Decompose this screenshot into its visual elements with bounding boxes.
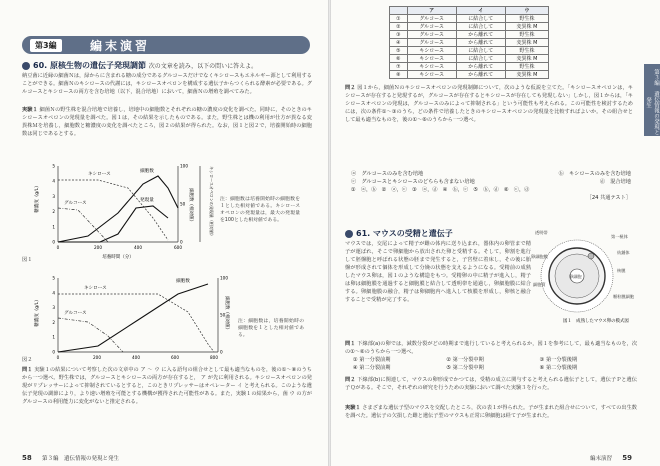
- tick-label: 200: [94, 245, 102, 250]
- fig1-series-xylose: キシロース: [88, 172, 111, 177]
- tick-label: 2: [52, 319, 55, 325]
- fig1-label: 図１: [22, 257, 33, 263]
- q61-q2-text: [345, 376, 637, 400]
- question-61-heading: [345, 228, 453, 239]
- table-body: [390, 15, 549, 79]
- tick-label: 0: [52, 349, 55, 355]
- question-number: 61.: [356, 229, 371, 238]
- choice-item: ① 第一分裂前期: [353, 357, 391, 363]
- table-cell: ⑦: [390, 63, 408, 71]
- table-cell: ③: [390, 31, 408, 39]
- tick-label: 2: [52, 209, 55, 215]
- answer-choices: ① ⓐ，ⓑ ② ⓐ，ⓒ ③ ⓐ，ⓓ ④ ⓑ，ⓒ ⑤ ⓑ，ⓓ ⑥ ⓒ，ⓓ: [351, 187, 530, 193]
- fig1-line-xylose: [58, 180, 168, 240]
- footer-text-right: 編末演習: [590, 456, 613, 462]
- table-row: [390, 23, 549, 31]
- table-cell: に結合して: [456, 47, 505, 55]
- table-cell: から離れて: [456, 31, 505, 39]
- tick-label: 0: [220, 349, 223, 355]
- tick-label: 4: [52, 178, 55, 184]
- fig1-line-expression: [58, 206, 168, 242]
- page-number-left: 58: [22, 454, 32, 462]
- table-cell: キシロース: [407, 63, 456, 71]
- table-cell: グルコース: [407, 23, 456, 31]
- fig-label: 核膜: [617, 268, 626, 273]
- q1-text: [22, 366, 312, 446]
- q61-q2-body: 下線部(b)に関連して，マウスの卵形成でかつては，受精の成立に関与すると考えられる遺伝子として，遺伝子Ｐと遺伝子Ｑがある。そこで，それぞれの研究を行うための実験において調べた実験３を行った。: [345, 377, 637, 391]
- fig1-line-cells: [58, 176, 178, 242]
- question-note: 次の文章を読み，以下の問いに答えよ。: [148, 63, 258, 70]
- fig2-series-xylose: キシロース: [84, 286, 107, 291]
- fig1-series-glucose: グルコース: [64, 201, 87, 206]
- table-cell: ①: [390, 15, 408, 23]
- q2-body: 図１から，細菌Ｎのキシロースオペロンの発現制御について，次のような仮説を立てた。「キシロースオペロンは，キシロースが存在すると発現するが，グルコースが存在するとキシロースが存在しても発現しない」しかし，図１からは，「キシロースオペロンの発現は，グルコースのみによって抑制される」という可能性も考えられる。この可能性を検討するためには，次の条件①～③のうち，どの条件で培養したときのキシロースオペロンの発現量を比較すればよいか。その組合せとして最も適当なものを，後の①～⑥のうちから一つ選べ。: [345, 85, 633, 123]
- q61-exp-text: [345, 404, 637, 436]
- footer-text-left: 第３編 遺伝情報の発現と発生: [41, 456, 119, 462]
- q2-text: [345, 84, 633, 140]
- q61-q2-label: 問２: [345, 377, 356, 383]
- tick-label: 0: [56, 355, 60, 360]
- table-cell: 野生株: [505, 47, 548, 55]
- fig2-ylabel: 糖濃度（g/L）: [35, 297, 40, 327]
- table-row: [390, 55, 549, 63]
- left-page: [0, 0, 329, 466]
- table-cell: 変異株 M: [505, 39, 548, 47]
- table-cell: キシロース: [407, 71, 456, 79]
- tick-label: 5: [52, 163, 55, 169]
- q61-body: マウスでは，交尾によって精子が雌の体内に送り込まれ，器体内の卵管まで精子が運ばれ，そこで卵細胞から放出された卵と受精する。そして，卵割を進行して胚盤胞と呼ばれる状態の胚まで発生すると，子宮壁に着床し，その後に胎盤が形成されて個体を形成して分娩の状態を支えるようになる。受精前の成熟したマウス卵は，図１のような構造をもつ。受精卵の中に精子が進入し，精子は卵は細胞膜を通過すると細胞膜と結合して透明帯を通過し，卵細胞膜に結合する。卵細胞膜の融合，精子は卵細胞内へ進入して核膜を形成し，卵核と融合することで受精が完了する。: [345, 241, 531, 303]
- tick-label: 800: [210, 355, 218, 360]
- fig-label: 卵細胞膜: [531, 254, 548, 259]
- tick-label: 100: [220, 275, 228, 281]
- table-cell: に結合して: [456, 23, 505, 31]
- table-header: ウ: [505, 7, 548, 15]
- tick-label: 4: [52, 290, 55, 296]
- table-cell: 野生株: [505, 15, 548, 23]
- table-cell: ④: [390, 39, 408, 47]
- table-cell: キシロース: [407, 47, 456, 55]
- table-cell: に結合して: [456, 15, 505, 23]
- fig1-y3label: キシロースオペロンの発現量（相対値）: [209, 166, 214, 238]
- question-marker-icon: [345, 230, 353, 238]
- table-cell: グルコース: [407, 39, 456, 47]
- q61-q1-label: 問１: [345, 341, 356, 347]
- question-title: マウスの受精と遺伝子: [372, 229, 453, 238]
- experiment-1-body: 細菌Ｎの野生株を混合培地で培養し，培地中の細胞数とそれぞれの糖の濃度の変化を調べた。同時に，そのときのキシロースオペロンの発現量を調べた。図１は，その結果を示したものである。また，野生株とは機の利用が仕方が異なる変異株Ｍを培養し，細胞数と糖濃度の変化を調べたところ，図２の結果が得られた。なお，図１と図２で，培養開始時の細胞数は同じであるとする。: [22, 107, 312, 137]
- tick-label: 600: [171, 355, 179, 360]
- tick-label: 600: [174, 245, 182, 250]
- condition-item: ⓑ キシロースのみを含む培地: [558, 171, 631, 177]
- tick-label: 0: [180, 239, 183, 245]
- table-cell: ⑧: [390, 71, 408, 79]
- experiment-1-label: 実験１: [22, 107, 38, 113]
- tick-label: 1: [52, 334, 55, 340]
- table-header: [390, 7, 408, 15]
- table-header-row: [390, 7, 549, 15]
- fig1-series-cells: 細胞数: [140, 169, 154, 174]
- q2-label: 問２: [345, 85, 356, 91]
- q1-label: 問１: [22, 367, 33, 373]
- experiment-1-text: [22, 106, 312, 154]
- fig2-series-glucose: グルコース: [64, 311, 87, 316]
- q1-body: 実験１の結果について考察した次の文章中の ア ～ ウ に入る語句の組合せとして最も適当なものを，後の①～⑧のうちから一つ選べ。野生株では，グルコースとキシロースの両方が存在すると， ア が先に利用される。キシロースオペロンの発現がリプレッサーによって抑制されているとすると，このときリプレッサーはオペレーター イ と考えられる。このような遺伝子発現の調節により，より速い増殖を可能とする機構が獲得された可能性がある。また，実験１の結果から，菌 ウ の方がグルコースの利用能力に変化がないと推定される。: [22, 367, 312, 405]
- fig-label: 紡錘体: [617, 250, 630, 255]
- figure-1-chart: [28, 158, 216, 262]
- condition-item: ⓓ 混合培地: [599, 179, 631, 185]
- q61-exp-label: 実験１: [345, 405, 361, 411]
- left-footer: [22, 454, 119, 462]
- tick-label: 3: [52, 305, 55, 311]
- fig-label: 顆粒膜細胞: [613, 294, 634, 299]
- tick-label: 50: [220, 312, 226, 318]
- tick-label: 5: [52, 275, 55, 281]
- table-header: イ: [456, 7, 505, 15]
- banner-title: 編末演習: [90, 39, 151, 53]
- tick-label: 200: [93, 355, 101, 360]
- fig-label: 卵細胞: [569, 274, 582, 279]
- question-title: 原核生物の遺伝子発現調節: [49, 61, 146, 70]
- fig2-x-ticks: [57, 355, 219, 360]
- table-cell: 変異株 M: [505, 55, 548, 63]
- fig2-y2label: 細胞数（相対値）: [224, 296, 229, 332]
- source-citation: ［24 共通テスト］: [586, 195, 631, 201]
- page-number-right: 59: [622, 454, 632, 462]
- fig2-series-cells: 細胞数: [176, 279, 190, 284]
- fig2-y-ticks: [52, 276, 55, 355]
- q60-body: 納豆菌に近縁の細菌Ｎは，緑からに含まれる糖の成分であるグルコースだけでなくキシロースもエネルギー源として利用することができる。細菌Ｎのキシロースの代謝には，キシロースオペロンを構成する遺伝子からつくられる酵素が必要である。グルコースとキシロースの両方を含む培地（以下，混合培地）において，細菌Ｎの増殖を調べてみた。: [22, 73, 312, 95]
- table-cell: グルコース: [407, 15, 456, 23]
- table-cell: 変異株 M: [505, 23, 548, 31]
- table-cell: キシロース: [407, 55, 456, 63]
- choice-item: ⑤ 第二分裂中期: [446, 365, 484, 371]
- fig-label: 透明帯: [535, 230, 548, 235]
- answer-table: [389, 6, 549, 79]
- table-cell: ②: [390, 23, 408, 31]
- table-cell: 野生株: [505, 31, 548, 39]
- fig-label: 第一極体: [611, 234, 628, 239]
- condition-item: ⓒ グルコースとキシロースのどちらも含まない培地: [351, 179, 475, 185]
- table-cell: グルコース: [407, 31, 456, 39]
- table-cell: に結合して: [456, 55, 505, 63]
- fig1-series-expression: 発現量: [140, 198, 154, 203]
- table-cell: から離れて: [456, 39, 505, 47]
- tick-label: 1: [52, 224, 55, 230]
- table-cell: 野生株: [505, 63, 548, 71]
- fig1-y2-ticks: [180, 164, 188, 245]
- fig1-note: 注：細胞数は培養開始時の細胞数を１とした相対値である。キシロースオペロンの発現量は，最大の発現量を100とした相対値である。: [220, 197, 300, 223]
- section-banner: [22, 36, 310, 54]
- tick-label: 400: [134, 245, 142, 250]
- figure-2-chart: [28, 272, 228, 368]
- right-page: [331, 0, 660, 466]
- fig2-note: 注：細胞数は，培養開始時の細胞数を１とした相対値である。: [238, 319, 304, 338]
- choice-item: ④ 第二分裂前期: [353, 365, 391, 371]
- mouse-egg-diagram: [533, 226, 643, 326]
- table-cell: 変異株 M: [505, 71, 548, 79]
- choice-item: ③ 第一分裂後期: [539, 357, 578, 363]
- fig2-label: 図２: [22, 357, 33, 363]
- right-footer: [590, 454, 632, 462]
- fig1-y2label: 細胞数（相対値）: [188, 188, 193, 224]
- table-row: [390, 47, 549, 55]
- condition-item: ⓐ グルコースのみを含む培地: [351, 171, 424, 177]
- table-row: [390, 39, 549, 47]
- question-number: 60.: [33, 61, 48, 70]
- q61-exp-body: さまざまな遺伝子型のマウスを交配したところ，次の表１が得られた。子が生まれた組合せについて，すべての出生数を調べた。遺伝子の欠損した雌と遺伝子型のマウスも正常に卵細胞は経て子が生まれた。: [345, 405, 637, 419]
- chapter-side-tab: 第３編 遺伝情報の発現と発生: [644, 64, 660, 136]
- tick-label: 100: [180, 163, 188, 169]
- choice-item: ② 第一分裂中期: [446, 357, 484, 363]
- q61-q1-body: 下線部(a)の卵では，減数分裂がどの時期まで進行していると考えられるか，図１を参考にして，最も適当なものを，次の①～⑥のうちから一つ選べ。: [345, 341, 638, 355]
- table-row: [390, 31, 549, 39]
- table-cell: から離れて: [456, 71, 505, 79]
- fig1-ylabel: 糖濃度（g/L）: [35, 183, 40, 213]
- tick-label: 0: [52, 239, 55, 245]
- table-header: ア: [407, 7, 456, 15]
- question-marker-icon: [22, 62, 30, 70]
- condition-list: [351, 170, 631, 202]
- tick-label: 0: [56, 245, 60, 250]
- fig-caption: 図１ 成熟したマウス卵の模式図: [563, 319, 629, 324]
- tick-label: 50: [180, 201, 186, 207]
- table-row: [390, 71, 549, 79]
- fig1-x-ticks: [57, 245, 183, 250]
- table-row: [390, 63, 549, 71]
- fig2-line-xylose: [58, 294, 214, 352]
- table-cell: ⑤: [390, 47, 408, 55]
- question-60-heading: [22, 60, 257, 71]
- q61-q1-text: [345, 340, 637, 356]
- banner-tag: 第3編: [30, 39, 62, 52]
- table-cell: から離れて: [456, 63, 505, 71]
- table-row: [390, 15, 549, 23]
- tick-label: 400: [132, 355, 140, 360]
- polar-body: [588, 253, 594, 259]
- fig1-xlabel: 培養時間（分）: [102, 255, 134, 260]
- choice-item: ⑥ 第二分裂後期: [539, 365, 578, 371]
- fig1-y-ticks: [52, 164, 55, 245]
- q61-choices: [353, 356, 633, 372]
- fig-label: 細胞質: [533, 282, 546, 287]
- table-cell: ⑥: [390, 55, 408, 63]
- tick-label: 3: [52, 193, 55, 199]
